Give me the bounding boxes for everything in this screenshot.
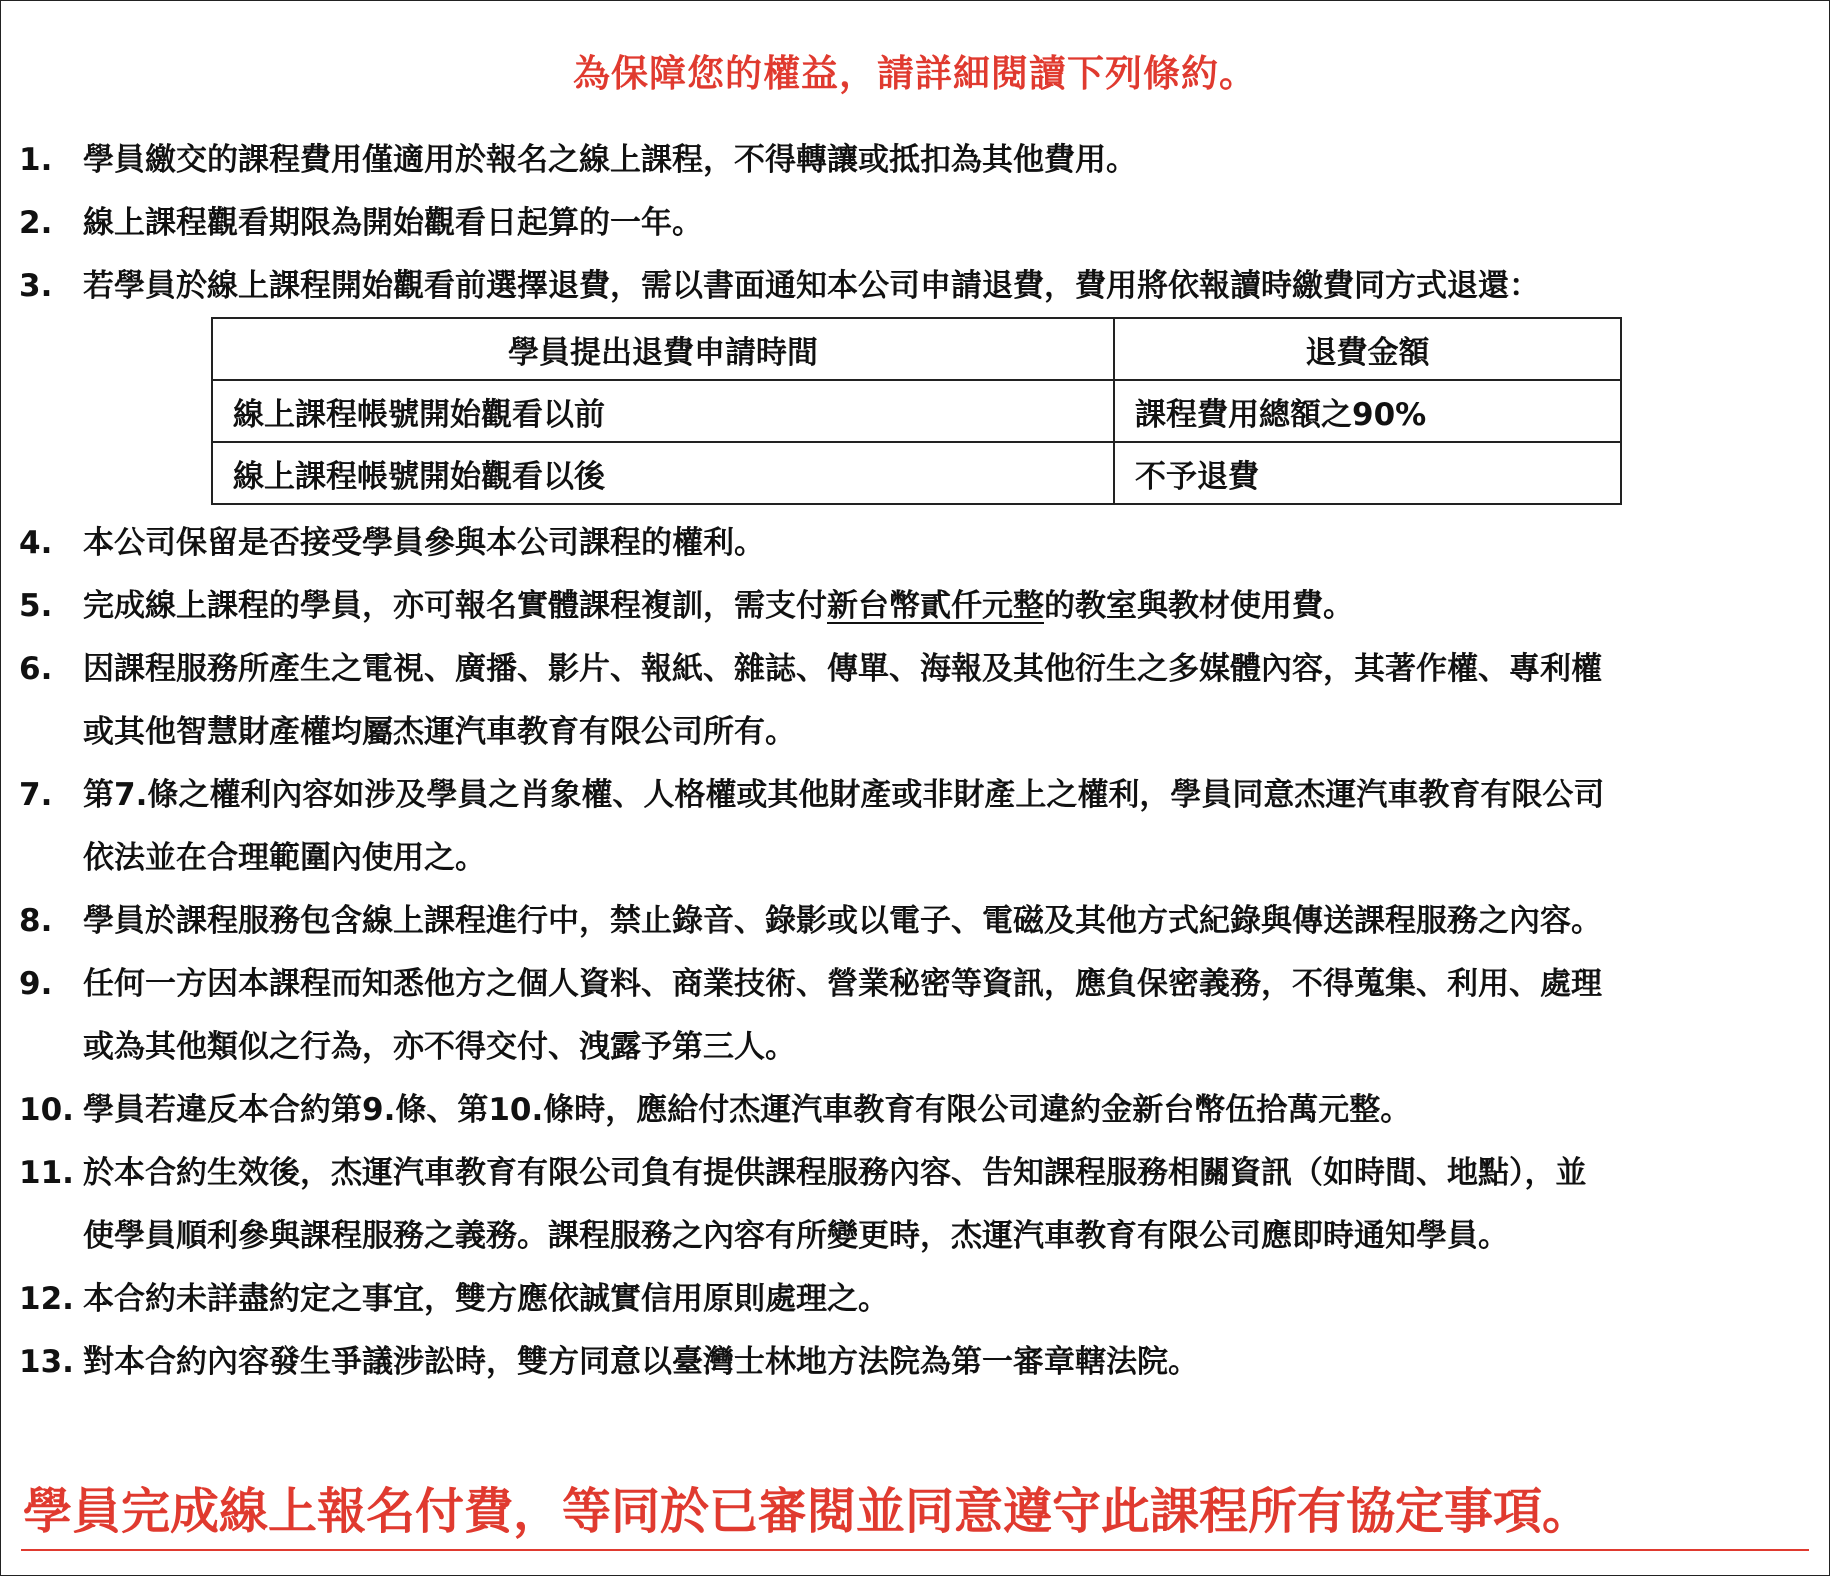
term-item-6: [19, 638, 1809, 764]
term-text-line-1: 任何一方因本課程而知悉他方之個人資料、商業技術、營業秘密等資訊，應負保密義務，不得蒐集、利用、處理: [83, 966, 1602, 1002]
table-header-cell: 學員提出退費申請時間: [212, 318, 1114, 380]
term-item-3: [19, 255, 1809, 318]
term-text: 對本合約內容發生爭議涉訟時，雙方同意以臺灣士林地方法院為第一審章轄法院。: [83, 1344, 1199, 1380]
term-number: 1.: [19, 142, 53, 178]
term-text: 學員繳交的課程費用僅適用於報名之線上課程，不得轉讓或抵扣為其他費用。: [83, 142, 1137, 178]
term-text: 本合約未詳盡約定之事宜，雙方應依誠實信用原則處理之。: [83, 1281, 889, 1317]
table-row: [212, 442, 1621, 504]
term-item-13: [19, 1331, 1809, 1394]
term-number: 9.: [19, 966, 53, 1002]
term-number: 10.: [19, 1092, 74, 1128]
term-number: 2.: [19, 205, 53, 241]
term-item-11: [19, 1142, 1809, 1268]
table-cell: 不予退費: [1114, 442, 1621, 504]
term-text-part: 的教室與教材使用費。: [1044, 588, 1354, 624]
table-cell: 課程費用總額之90%: [1114, 380, 1621, 442]
term-text: 學員於課程服務包含線上課程進行中，禁止錄音、錄影或以電子、電磁及其他方式紀錄與傳送課程服務之內容。: [83, 903, 1602, 939]
term-text: 學員若違反本合約第9.條、第10.條時，應給付杰運汽車教育有限公司違約金新台幣伍拾萬元整。: [83, 1092, 1412, 1128]
table-header-cell: 退費金額: [1114, 318, 1621, 380]
term-item-1: [19, 129, 1809, 192]
fee-amount-underlined: 新台幣貳仟元整: [827, 588, 1044, 624]
term-text: 本公司保留是否接受學員參與本公司課程的權利。: [83, 525, 765, 561]
term-text-line-2: 或其他智慧財產權均屬杰運汽車教育有限公司所有。: [83, 714, 796, 750]
table-cell: 線上課程帳號開始觀看以後: [212, 442, 1114, 504]
term-text-line-2: 使學員順利參與課程服務之義務。課程服務之內容有所變更時，杰運汽車教育有限公司應即時通知學員。: [83, 1218, 1509, 1254]
term-number: 6.: [19, 651, 53, 687]
term-number: 5.: [19, 588, 53, 624]
term-text: 線上課程觀看期限為開始觀看日起算的一年。: [83, 205, 703, 241]
term-text-line-2: 依法並在合理範圍內使用之。: [83, 840, 486, 876]
term-text-line-1: 因課程服務所產生之電視、廣播、影片、報紙、雜誌、傳單、海報及其他衍生之多媒體內容，其著作權、專利權: [83, 651, 1602, 687]
term-item-4: [19, 512, 1809, 575]
term-item-8: [19, 890, 1809, 953]
table-cell: 線上課程帳號開始觀看以前: [212, 380, 1114, 442]
table-header-row: [212, 318, 1621, 380]
term-text-line-1: 於本合約生效後，杰運汽車教育有限公司負有提供課程服務內容、告知課程服務相關資訊（如時間、地點），並: [83, 1155, 1587, 1191]
term-text-line-2: 或為其他類似之行為，亦不得交付、洩露予第三人。: [83, 1029, 796, 1065]
term-text: [83, 575, 1809, 638]
term-item-12: [19, 1268, 1809, 1331]
term-item-5: [19, 575, 1809, 638]
term-text: 若學員於線上課程開始觀看前選擇退費，需以書面通知本公司申請退費，費用將依報讀時繳費同方式退還：: [83, 268, 1540, 304]
term-item-9: [19, 953, 1809, 1079]
term-item-2: [19, 192, 1809, 255]
term-number: 3.: [19, 268, 53, 304]
agreement-notice: 學員完成線上報名付費，等同於已審閱並同意遵守此課程所有協定事項。: [23, 1483, 1592, 1540]
term-item-7: [19, 764, 1809, 890]
page-title: 為保障您的權益，請詳細閱讀下列條約。: [573, 52, 1257, 95]
refund-table: [211, 317, 1622, 505]
term-number: 4.: [19, 525, 53, 561]
term-text-part: 完成線上課程的學員，亦可報名實體課程複訓，需支付: [83, 588, 827, 624]
term-number: 8.: [19, 903, 53, 939]
term-number: 13.: [19, 1344, 74, 1380]
table-row: [212, 380, 1621, 442]
term-number: 7.: [19, 777, 53, 813]
term-text-line-1: 第7.條之權利內容如涉及學員之肖象權、人格權或其他財產或非財產上之權利，學員同意杰運汽車教育有限公司: [83, 777, 1605, 813]
term-number: 12.: [19, 1281, 74, 1317]
term-number: 11.: [19, 1155, 74, 1191]
term-item-10: [19, 1079, 1809, 1142]
agreement-underline: [21, 1549, 1809, 1551]
